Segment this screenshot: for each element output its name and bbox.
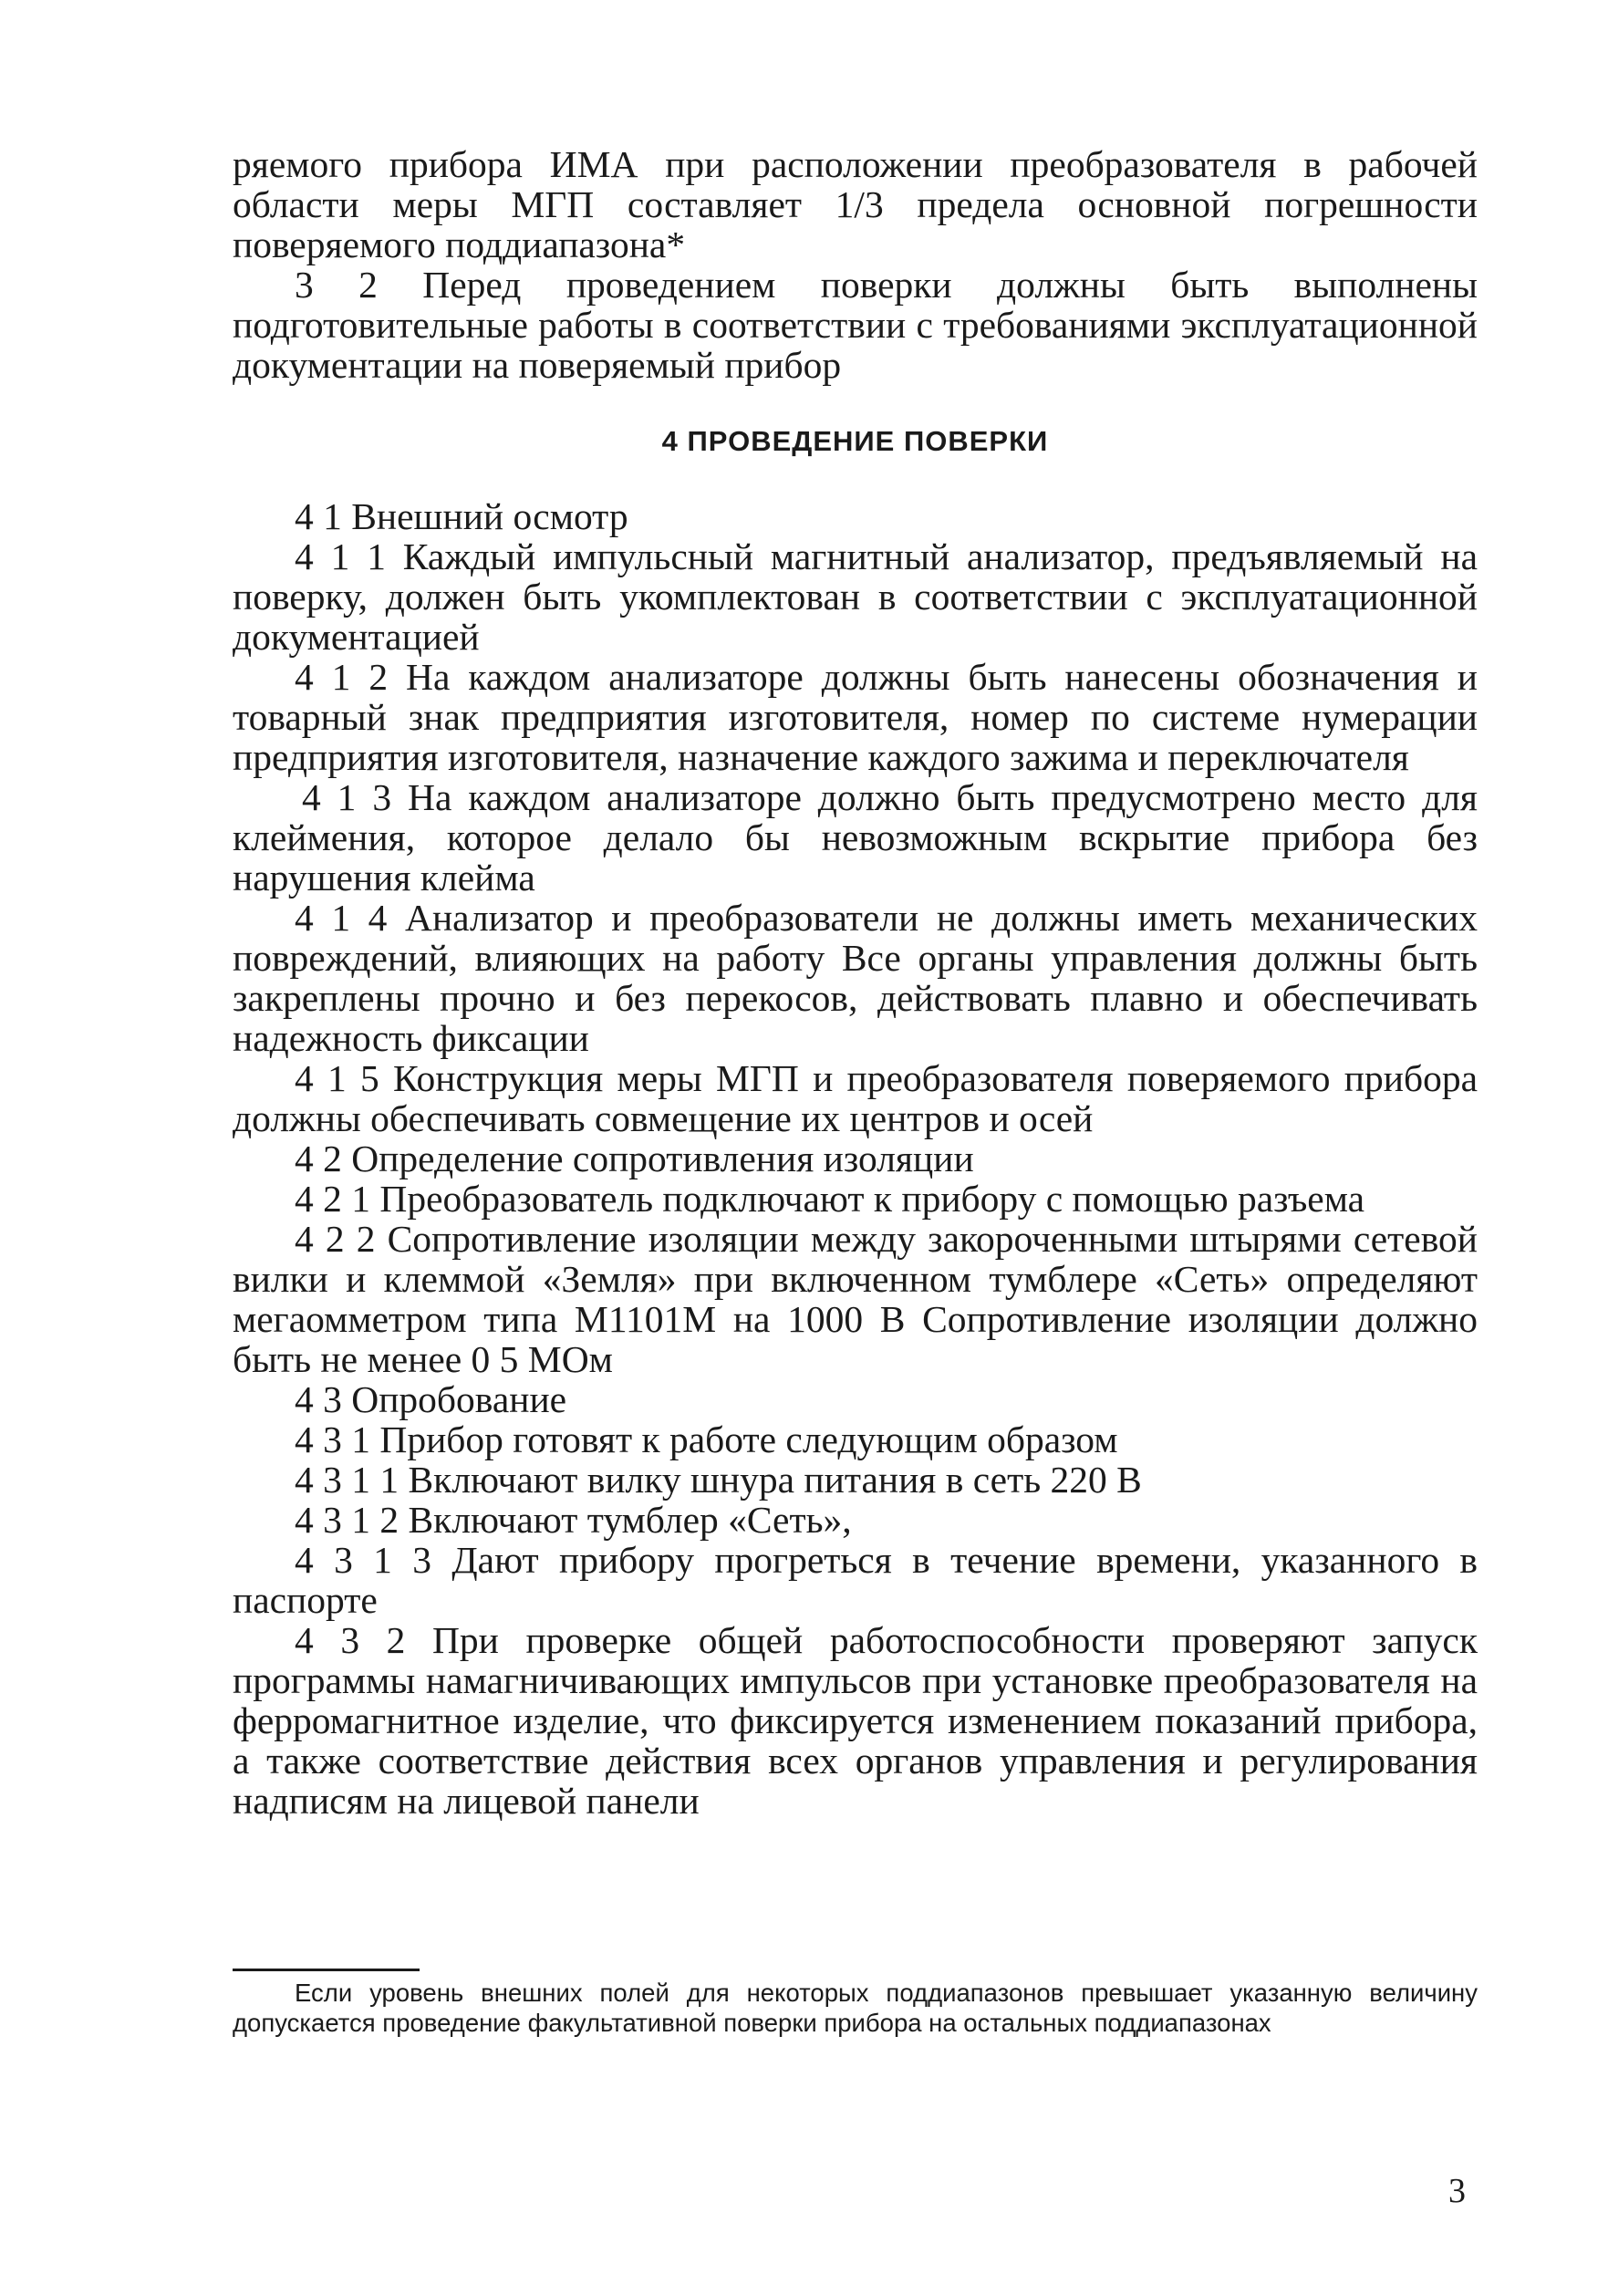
paragraph-4-1-3: 4 1 3 На каждом анализаторе должно быть предусмотрено место для клеймения, которое делало бы невозможным вскрытие прибора без нарушения клейма: [233, 776, 1478, 899]
paragraph-4-3-2: 4 3 2 При проверке общей работоспособности проверяют запуск программы намагничивающих импульсов при установке преобразователя на ферромагнитное изделие, что фиксируется изменением показаний прибора, а также соответствие действия всех органов управления и регулирования надписям на лицевой панели: [233, 1619, 1478, 1822]
paragraph-4-2-2: 4 2 2 Сопротивление изоляции между закороченными штырями сетевой вилки и клеммой «Земля» при включенном тумблере «Сеть» определяют мегаомметром типа М1101М на 1000 В Сопротивление изоляции должно быть не менее 0 5 МОм: [233, 1218, 1478, 1380]
paragraph-4-1-2: 4 1 2 На каждом анализаторе должны быть нанесены обозначения и товарный знак предприятия изготовителя, номер по системе нумерации предприятия изготовителя, назначение каждого зажима и переключателя: [233, 656, 1478, 778]
paragraph-4-3-1: 4 3 1 Прибор готовят к работе следующим образом: [295, 1418, 1118, 1460]
paragraph-3-2: 3 2 Перед проведением поверки должны быть выполнены подготовительные работы в соответствии с требованиями эксплуатационной документации на поверяемый прибор: [233, 264, 1478, 386]
paragraph-4-3-1-2: 4 3 1 2 Включают тумблер «Сеть»,: [295, 1499, 852, 1541]
paragraph-4-2-1: 4 2 1 Преобразователь подключают к прибору с помощью разъема: [295, 1178, 1365, 1220]
paragraph-4-2: 4 2 Определение сопротивления изоляции: [295, 1138, 974, 1179]
main-text: [233, 144, 1478, 1821]
paragraph-4-3-1-1: 4 3 1 1 Включают вилку шнура питания в сеть 220 В: [295, 1459, 1142, 1501]
paragraph-4-1-4: 4 1 4 Анализатор и преобразователи не должны иметь механических повреждений, влияющих на работу Все органы управления должны быть закреплены прочно и без перекосов, действовать плавно и обеспечивать надежность фиксации: [233, 897, 1478, 1059]
page-number: 3: [1448, 2172, 1466, 2210]
footnote-divider: [233, 1969, 420, 1971]
paragraph-4-3-1-3: 4 3 1 3 Дают прибору прогреться в течение времени, указанного в паспорте: [233, 1539, 1478, 1621]
paragraph-4-1-5: 4 1 5 Конструкция меры МГП и преобразователя поверяемого прибора должны обеспечивать совмещение их центров и осей: [233, 1057, 1478, 1139]
paragraph-4-1: 4 1 Внешний осмотр: [295, 495, 628, 537]
paragraph-4-1-1: 4 1 1 Каждый импульсный магнитный анализатор, предъявляемый на поверку, должен быть укомплектован в соответствии с эксплуатационной документацией: [233, 535, 1478, 658]
section-heading: 4 ПРОВЕДЕНИЕ ПОВЕРКИ: [661, 425, 1049, 457]
paragraph-4-3: 4 3 Опробование: [295, 1378, 567, 1420]
footnote: Если уровень внешних полей для некоторых поддиапазонов превышает указанную величину допускается проведение факультативной поверки прибора на остальных поддиапазонах: [233, 1979, 1478, 2037]
paragraph-intro: ряемого прибора ИМА при расположении преобразователя в рабочей области меры МГП составляет 1/3 предела основной погрешности поверяемого поддиапазона*: [233, 143, 1478, 265]
